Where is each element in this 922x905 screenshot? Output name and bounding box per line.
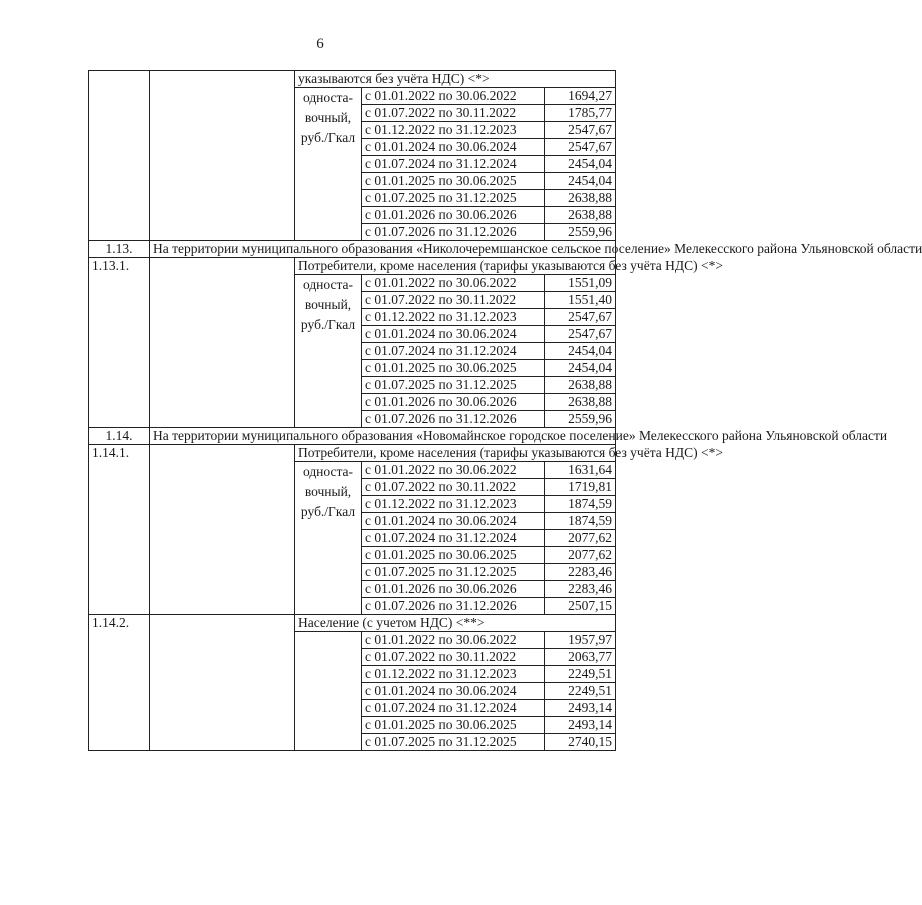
- table-row: [89, 445, 616, 462]
- period-cell: с 01.01.2022 по 30.06.2022: [362, 88, 545, 105]
- tariff-value: 2638,88: [545, 190, 616, 207]
- period-cell: с 01.07.2024 по 31.12.2024: [362, 343, 545, 360]
- tariff-value: 2454,04: [545, 156, 616, 173]
- tariff-value: 2547,67: [545, 139, 616, 156]
- tariff-value: 2493,14: [545, 700, 616, 717]
- tariff-value: 2454,04: [545, 343, 616, 360]
- tariff-value: 2638,88: [545, 394, 616, 411]
- tariff-value: 2077,62: [545, 530, 616, 547]
- tariff-value: 1631,64: [545, 462, 616, 479]
- tariff-value: 2454,04: [545, 173, 616, 190]
- table-row: [89, 71, 616, 88]
- period-cell: с 01.01.2025 по 30.06.2025: [362, 717, 545, 734]
- tariff-value: 2283,46: [545, 581, 616, 598]
- tariff-value: 2547,67: [545, 309, 616, 326]
- tariff-value: 2507,15: [545, 598, 616, 615]
- period-cell: с 01.07.2025 по 31.12.2025: [362, 734, 545, 751]
- unit-label-line: односта-: [302, 277, 354, 292]
- section-title: На территории муниципального образования «Николочеремшанское сельское поселение» Мелекесского района Ульяновской области: [150, 241, 616, 258]
- period-cell: с 01.01.2024 по 30.06.2024: [362, 326, 545, 343]
- consumers-continuation: указываются без учёта НДС) <*>: [295, 71, 616, 88]
- unit-label-line: односта-: [302, 464, 354, 479]
- group-cell: [150, 615, 295, 751]
- period-cell: с 01.07.2022 по 30.11.2022: [362, 105, 545, 122]
- unit-label-line: руб./Гкал: [300, 504, 356, 519]
- unit-label-line: руб./Гкал: [300, 317, 356, 332]
- tariff-value: 2559,96: [545, 411, 616, 428]
- tariff-value: 2283,46: [545, 564, 616, 581]
- subsection-number: 1.14.2.: [89, 615, 150, 751]
- period-cell: с 01.01.2026 по 30.06.2026: [362, 394, 545, 411]
- tariff-value: 2740,15: [545, 734, 616, 751]
- group-cell: [150, 445, 295, 615]
- unit-label-line: вочный,: [304, 110, 352, 125]
- period-cell: с 01.07.2024 по 31.12.2024: [362, 156, 545, 173]
- period-cell: с 01.07.2026 по 31.12.2026: [362, 224, 545, 241]
- table-row: [89, 258, 616, 275]
- unit-label: [295, 462, 362, 615]
- number-cell: [89, 71, 150, 241]
- period-cell: с 01.07.2025 по 31.12.2025: [362, 377, 545, 394]
- unit-label-line: односта-: [302, 90, 354, 105]
- tariff-value: 2559,96: [545, 224, 616, 241]
- tariff-value: 2454,04: [545, 360, 616, 377]
- tariff-value: 1874,59: [545, 513, 616, 530]
- period-cell: с 01.07.2025 по 31.12.2025: [362, 564, 545, 581]
- page-number: 6: [316, 36, 324, 52]
- period-cell: с 01.12.2022 по 31.12.2023: [362, 666, 545, 683]
- period-cell: с 01.12.2022 по 31.12.2023: [362, 122, 545, 139]
- tariff-value: 2249,51: [545, 666, 616, 683]
- period-cell: с 01.01.2025 по 30.06.2025: [362, 547, 545, 564]
- section-number: 1.13.: [89, 241, 150, 258]
- period-cell: с 01.01.2022 по 30.06.2022: [362, 462, 545, 479]
- subsection-number: 1.13.1.: [89, 258, 150, 428]
- tariff-value: 2493,14: [545, 717, 616, 734]
- period-cell: с 01.01.2025 по 30.06.2025: [362, 173, 545, 190]
- tariff-value: 2638,88: [545, 207, 616, 224]
- group-cell: [150, 258, 295, 428]
- period-cell: с 01.07.2022 по 30.11.2022: [362, 292, 545, 309]
- period-cell: с 01.01.2024 по 30.06.2024: [362, 139, 545, 156]
- tariff-table: [88, 70, 922, 751]
- group-cell: [150, 71, 295, 241]
- period-cell: с 01.07.2026 по 31.12.2026: [362, 598, 545, 615]
- period-cell: с 01.07.2026 по 31.12.2026: [362, 411, 545, 428]
- unit-label: [295, 275, 362, 428]
- period-cell: с 01.01.2026 по 30.06.2026: [362, 581, 545, 598]
- tariff-value: 2077,62: [545, 547, 616, 564]
- tariff-value: 1874,59: [545, 496, 616, 513]
- period-cell: с 01.07.2022 по 30.11.2022: [362, 649, 545, 666]
- tariff-value: 1551,40: [545, 292, 616, 309]
- subsection-number: 1.14.1.: [89, 445, 150, 615]
- tariff-value: 1719,81: [545, 479, 616, 496]
- unit-label-line: вочный,: [304, 484, 352, 499]
- period-cell: с 01.01.2024 по 30.06.2024: [362, 683, 545, 700]
- tariff-value: 2638,88: [545, 377, 616, 394]
- tariff-value: 1785,77: [545, 105, 616, 122]
- section-row: [89, 241, 616, 258]
- consumers-label: Потребители, кроме населения (тарифы указываются без учёта НДС) <*>: [295, 258, 616, 275]
- section-title: На территории муниципального образования «Новомайнское городское поселение» Мелекесского района Ульяновской области: [150, 428, 616, 445]
- unit-label-line: руб./Гкал: [300, 130, 356, 145]
- period-cell: с 01.12.2022 по 31.12.2023: [362, 496, 545, 513]
- section-number: 1.14.: [89, 428, 150, 445]
- period-cell: с 01.07.2024 по 31.12.2024: [362, 700, 545, 717]
- section-row: [89, 428, 616, 445]
- consumers-label: Население (с учетом НДС) <**>: [295, 615, 616, 632]
- tariff-value: 2249,51: [545, 683, 616, 700]
- period-cell: с 01.07.2024 по 31.12.2024: [362, 530, 545, 547]
- unit-label-line: вочный,: [304, 297, 352, 312]
- unit-label: [295, 88, 362, 241]
- tariff-value: 1957,97: [545, 632, 616, 649]
- period-cell: с 01.07.2025 по 31.12.2025: [362, 190, 545, 207]
- period-cell: с 01.07.2022 по 30.11.2022: [362, 479, 545, 496]
- period-cell: с 01.12.2022 по 31.12.2023: [362, 309, 545, 326]
- period-cell: с 01.01.2024 по 30.06.2024: [362, 513, 545, 530]
- tariff-value: 1694,27: [545, 88, 616, 105]
- tariff-value: 2547,67: [545, 326, 616, 343]
- period-cell: с 01.01.2022 по 30.06.2022: [362, 275, 545, 292]
- tariff-value: 1551,09: [545, 275, 616, 292]
- tariff-table-body: [89, 71, 922, 751]
- tariff-value: 2063,77: [545, 649, 616, 666]
- period-cell: с 01.01.2025 по 30.06.2025: [362, 360, 545, 377]
- consumers-label: Потребители, кроме населения (тарифы указываются без учёта НДС) <*>: [295, 445, 616, 462]
- tariff-value: 2547,67: [545, 122, 616, 139]
- period-cell: с 01.01.2026 по 30.06.2026: [362, 207, 545, 224]
- period-cell: с 01.01.2022 по 30.06.2022: [362, 632, 545, 649]
- unit-label-empty: [295, 632, 362, 751]
- table-row: [89, 615, 616, 632]
